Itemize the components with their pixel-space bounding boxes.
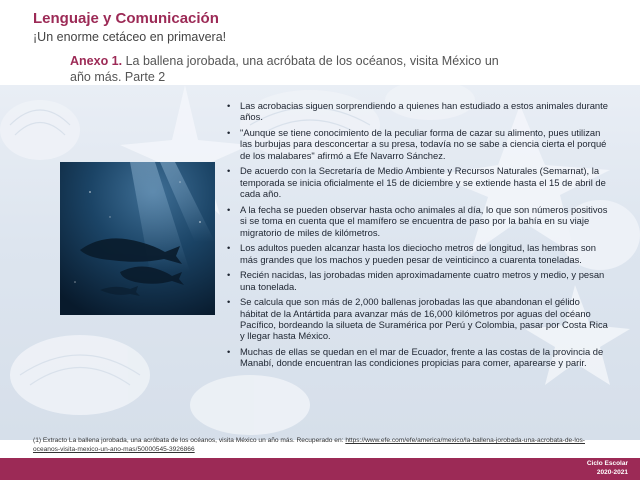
footnote <box>33 437 608 455</box>
annex-heading <box>70 53 510 85</box>
whale-illustration <box>60 162 215 315</box>
annex-title: La ballena jorobada, una acróbata de los océanos, visita México un año más. Parte 2 <box>70 54 499 84</box>
footer-bar <box>0 458 640 480</box>
list-item: • Las acrobacias siguen sorprendiendo a quienes han estudiado a estos animales durante años. <box>224 100 610 123</box>
list-item: • Recién nacidas, las jorobadas miden aproximadamente cuatro metros y medio, y pesan una tonelada. <box>224 269 610 292</box>
list-item: • "Aunque se tiene conocimiento de la peculiar forma de cazar su alimento, pues utilizan las burbujas para desconcertar a su presa, todavía no se sabe a ciencia cierta el porqué de los malabares" afirmó a Efe Navarro Sánchez. <box>224 127 610 161</box>
footnote-text: (1) Extracto La ballena jorobada, una acróbata de los océanos, visita México un año más. Recuperado en: <box>33 437 344 444</box>
whale-photo <box>60 162 215 315</box>
facts-list <box>224 100 610 373</box>
list-item: • Los adultos pueden alcanzar hasta los dieciocho metros de longitud, las hembras son más grandes que los machos y pueden pesar de veinticinco a cuarenta toneladas. <box>224 242 610 265</box>
school-cycle-years: 2020-2021 <box>596 468 628 476</box>
list-item: • A la fecha se pueden observar hasta ocho animales al día, lo que son números positivos si se toma en cuenta que el mamífero se encuentra de paso por la bahía en su viaje migratorio de miles de kilómetros. <box>224 204 610 238</box>
school-cycle <box>587 460 628 477</box>
list-item: • De acuerdo con la Secretaría de Medio Ambiente y Recursos Naturales (Semarnat), la temporada se inicia oficialmente el 15 de diciembre y se extiende hasta el 15 de abril de cada año. <box>224 165 610 199</box>
page-title: Lenguaje y Comunicación <box>33 10 219 27</box>
footnote-link[interactable]: https://www.efe.com/efe/america/mexico/la-ballena-jorobada-una-acrobata-de-los-oceanos-visita-mexico-un-ano-mas/50000545-3926866 <box>33 437 585 453</box>
annex-label: Anexo 1. <box>70 54 123 68</box>
list-item: • Se calcula que son más de 2,000 ballenas jorobadas las que abandonan el gélido hábitat de la Antártida para avanzar más de 16,000 kilómetros por aguas del océano Pacífico, bordeando la silueta de Suramérica por Perú y Colombia, pasar por Costa Rica y llegar hasta México. <box>224 296 610 342</box>
school-cycle-label: Ciclo Escolar <box>586 460 628 467</box>
list-item: • Muchas de ellas se quedan en el mar de Ecuador, frente a las costas de la provincia de Manabí, donde encuentran las condiciones propicias para comer, aparearse y parir. <box>224 346 610 369</box>
page-subtitle: ¡Un enorme cetáceo en primavera! <box>33 30 227 44</box>
